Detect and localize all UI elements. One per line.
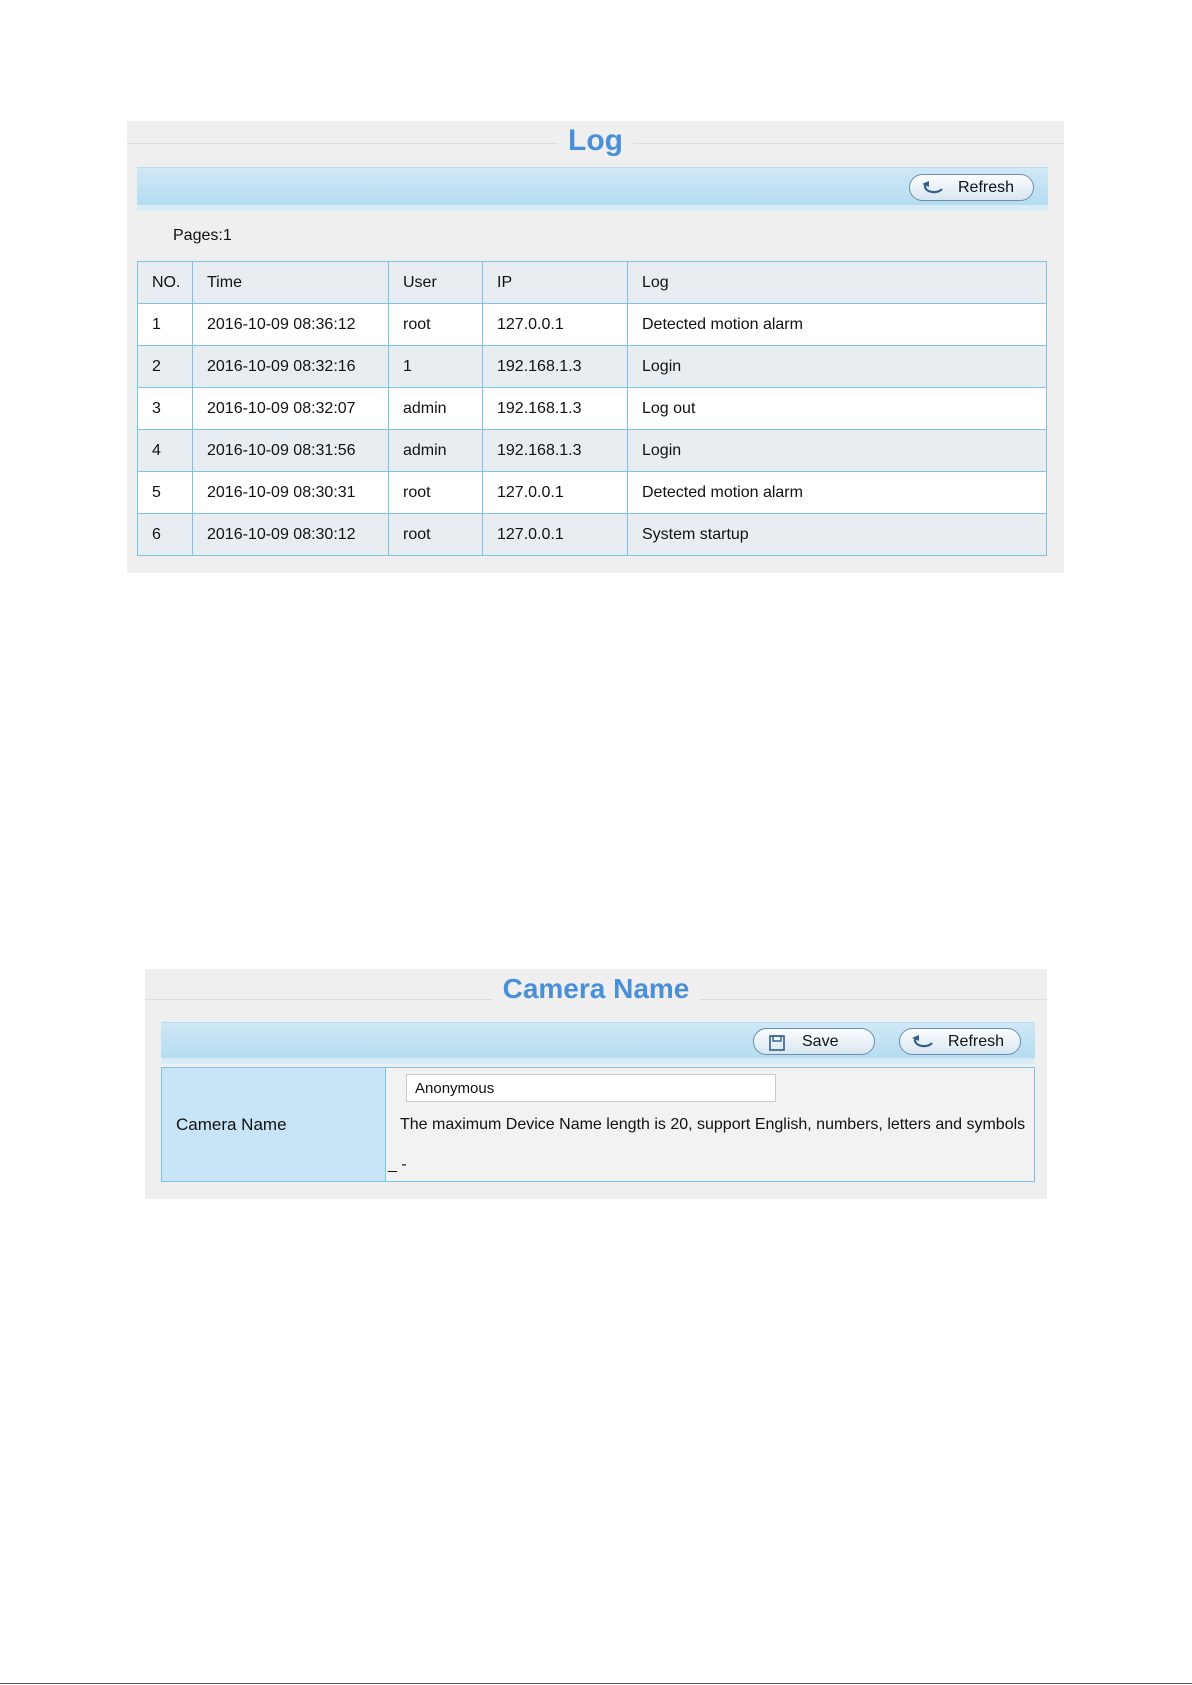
column-header: NO.	[138, 262, 193, 304]
table-row	[138, 388, 1047, 430]
table-cell: 1	[389, 346, 483, 388]
column-header: User	[389, 262, 483, 304]
save-button[interactable]	[753, 1028, 875, 1055]
camera-name-title	[145, 969, 1047, 1005]
camera-name-hint: The maximum Device Name length is 20, support English, numbers, letters and symbols	[400, 1116, 1026, 1133]
table-cell: 2016-10-09 08:32:07	[193, 388, 389, 430]
table-cell: 2016-10-09 08:30:12	[193, 514, 389, 556]
table-cell: Log out	[628, 388, 1047, 430]
camera-name-input[interactable]	[406, 1074, 776, 1102]
column-header: IP	[483, 262, 628, 304]
page-bottom-rule	[0, 1683, 1192, 1684]
table-cell: 192.168.1.3	[483, 388, 628, 430]
table-cell: root	[389, 514, 483, 556]
table-cell: admin	[389, 388, 483, 430]
camera-toolbar	[161, 1022, 1035, 1064]
table-cell: 127.0.0.1	[483, 514, 628, 556]
table-cell: 2016-10-09 08:36:12	[193, 304, 389, 346]
table-row	[138, 472, 1047, 514]
log-title-text: Log	[558, 124, 633, 157]
table-row	[138, 514, 1047, 556]
table-cell: 3	[138, 388, 193, 430]
column-header: Time	[193, 262, 389, 304]
save-icon	[764, 1034, 790, 1050]
table-cell: 4	[138, 430, 193, 472]
refresh-icon	[920, 180, 946, 196]
refresh-icon	[910, 1034, 936, 1050]
table-cell: 5	[138, 472, 193, 514]
refresh-label: Refresh	[958, 179, 1015, 196]
table-row	[138, 430, 1047, 472]
table-cell: Login	[628, 430, 1047, 472]
table-cell: 192.168.1.3	[483, 346, 628, 388]
table-cell: Detected motion alarm	[628, 472, 1047, 514]
camera-name-label: Camera Name	[162, 1068, 386, 1181]
table-cell: 192.168.1.3	[483, 430, 628, 472]
table-cell: 2016-10-09 08:32:16	[193, 346, 389, 388]
table-cell: root	[389, 304, 483, 346]
table-cell: 2	[138, 346, 193, 388]
table-cell: 6	[138, 514, 193, 556]
table-cell: System startup	[628, 514, 1047, 556]
log-panel	[127, 121, 1064, 573]
table-cell: 127.0.0.1	[483, 304, 628, 346]
save-label: Save	[802, 1033, 839, 1050]
table-cell: 2016-10-09 08:31:56	[193, 430, 389, 472]
table-header-row	[138, 262, 1047, 304]
camera-name-value-cell	[386, 1068, 1034, 1181]
log-toolbar	[137, 167, 1048, 211]
table-cell: admin	[389, 430, 483, 472]
pages-indicator: Pages:1	[173, 227, 232, 244]
refresh-button[interactable]	[899, 1028, 1021, 1055]
camera-name-symbols: _ -	[388, 1156, 407, 1173]
table-cell: Login	[628, 346, 1047, 388]
table-row	[138, 304, 1047, 346]
table-cell: 1	[138, 304, 193, 346]
log-table	[137, 261, 1047, 556]
camera-name-form	[161, 1067, 1035, 1182]
table-cell: root	[389, 472, 483, 514]
log-title	[127, 121, 1064, 161]
camera-name-title-text: Camera Name	[493, 973, 700, 1004]
refresh-label: Refresh	[948, 1033, 1005, 1050]
table-cell: 127.0.0.1	[483, 472, 628, 514]
table-row	[138, 346, 1047, 388]
refresh-button[interactable]	[909, 174, 1034, 201]
camera-name-panel	[145, 969, 1047, 1199]
table-cell: Detected motion alarm	[628, 304, 1047, 346]
column-header: Log	[628, 262, 1047, 304]
table-cell: 2016-10-09 08:30:31	[193, 472, 389, 514]
